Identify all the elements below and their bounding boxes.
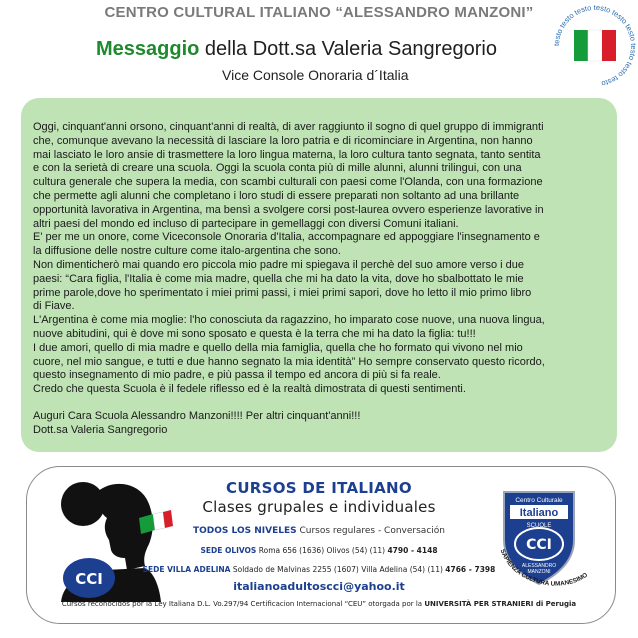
ad-subtitle: Clases grupales e individuales bbox=[202, 498, 436, 516]
crest-motto: SAPIENZA CULTURA UMANESIMO bbox=[498, 548, 589, 588]
org-title: CENTRO CULTURAL ITALIANO “ALESSANDRO MANZONI” bbox=[104, 4, 534, 21]
crest-line2: Italiano bbox=[519, 507, 559, 519]
ad-email[interactable]: italianoadultoscci@yahoo.it bbox=[233, 580, 405, 593]
cci-logo-text: CCI bbox=[75, 570, 103, 588]
seal-stamp bbox=[552, 2, 638, 90]
message-word: Messaggio bbox=[96, 38, 200, 60]
letter-closing: Auguri Cara Scuola Alessandro Manzoni!!!! Per altri cinquant'anni!!! Dott.sa Valeria Sangregorio bbox=[33, 409, 361, 436]
ad-sede-villa-adelina bbox=[0, 565, 638, 574]
sede-villa-adelina-address: Soldado de Malvinas 2255 (1607) Villa Adelina (54) (11) bbox=[230, 565, 446, 574]
seal-ring-text: testo testo testo testo testo testo testo testo testo bbox=[552, 2, 638, 89]
ad-sede-olivos bbox=[0, 546, 638, 555]
flag-stripe-red bbox=[602, 30, 616, 61]
sede-villa-adelina-label: SEDE VILLA ADELINA bbox=[142, 565, 231, 574]
ad-title: CURSOS DE ITALIANO bbox=[226, 479, 412, 497]
crest-line5: ALESSANDRO bbox=[521, 563, 557, 569]
ad-levels bbox=[0, 526, 638, 536]
crest-line3: SCUOLE bbox=[526, 523, 552, 529]
crest-line1: Centro Culturale bbox=[515, 497, 563, 504]
ad-levels-label: TODOS LOS NIVELES bbox=[193, 526, 297, 536]
message-title bbox=[96, 38, 497, 61]
ad-footer-university: UNIVERSITÀ PER STRANIERI di Perugia bbox=[424, 600, 577, 608]
letter-body: Oggi, cinquant'anni orsono, cinquant'anni di realtà, di aver raggiunto il sogno di quel gruppo di immigranti che, comunque avevano la necessità di lasciare la loro patria e di ricominciare in Argentina, non hanno mai lasciato le loro ansie di trasmettere la loro lingua materna, la loro cultura tanto segnata, tanto sentita e con la serietà di creare una scuola. Oggi la scuola conta più di mille alunni, alunni trilingui, con una cultura generale che supera la media, con scambi culturali con paesi come l'Olanda, con una formazione che permette agli alunni che completano i loro studi di essere preparati non soltanto ad una brillante opportunità lavorativa in Argentina, ma bensì a svolgere corsi post-laurea ovvero esperienze lavorative in altri paesi del mondo ed incluso di partecipare in gemellaggi con diversi Comuni italiani. E' per me un onore, come Viceconsole Onoraria d'Italia, accompagnare ed appoggiare l'insegnamento e la diffusione delle nostre culture come italo-argentina che sono. Non dimenticherò mai quando ero piccola mio padre mi spiegava il perchè del suo amore verso i due paesi: “Cara figlia, l'Italia è come mia madre, quella che mi ha dato la vita, dove ho sbalbottato le mie prime parole,dove ho sperimentato i miei primi passi, i miei primi sapori, dove ho letto il mio primo libro di Fiave. L'Argentina è come mia moglie: l'ho conosciuta da ragazzino, ho imparato cose nuove, una nuova lingua, nuove abitudini, qui è dove mi sono sposato e questa è la terra che mi ha dato la figlia: tu!!! I due amori, quello di mia madre e quello della mia famiglia, quella che ho formato qui vivono nel mio cuore, nel mio sangue, e tutti e due hanno segnato la mia identità” Ho sempre conservato questo ricordo, questo insegnamento di mio padre, e più passa il tempo ed ancora di più si fa reale. Credo che questa Scuola è il fedele riflesso ed è la realtà dimostrata di questi sentimenti. bbox=[33, 121, 545, 396]
ad-footer-prefix: Cursos reconocidos por la Ley Italiana D.L. Vo.297/94 Certificacion Internacional “CEU” otorgada por la bbox=[61, 600, 425, 608]
letter-box bbox=[21, 98, 617, 452]
message-subtitle: Vice Console Onoraria d´Italia bbox=[222, 67, 409, 83]
flag-stripe-green bbox=[574, 30, 588, 61]
ad-footer bbox=[0, 600, 638, 608]
crest-line6: MANZONI bbox=[527, 569, 551, 575]
sede-olivos-phone: 4790 - 4148 bbox=[387, 546, 438, 555]
message-author: della Dott.sa Valeria Sangregorio bbox=[199, 38, 497, 60]
crest-line4: CCI bbox=[526, 537, 552, 553]
flag-stripe-white bbox=[588, 30, 602, 61]
ad-levels-text: Cursos regulares - Conversación bbox=[296, 526, 445, 536]
sede-villa-adelina-phone: 4766 - 7398 bbox=[445, 565, 496, 574]
sede-olivos-address: Roma 656 (1636) Olivos (54) (11) bbox=[256, 546, 388, 555]
sede-olivos-label: SEDE OLIVOS bbox=[200, 546, 257, 555]
